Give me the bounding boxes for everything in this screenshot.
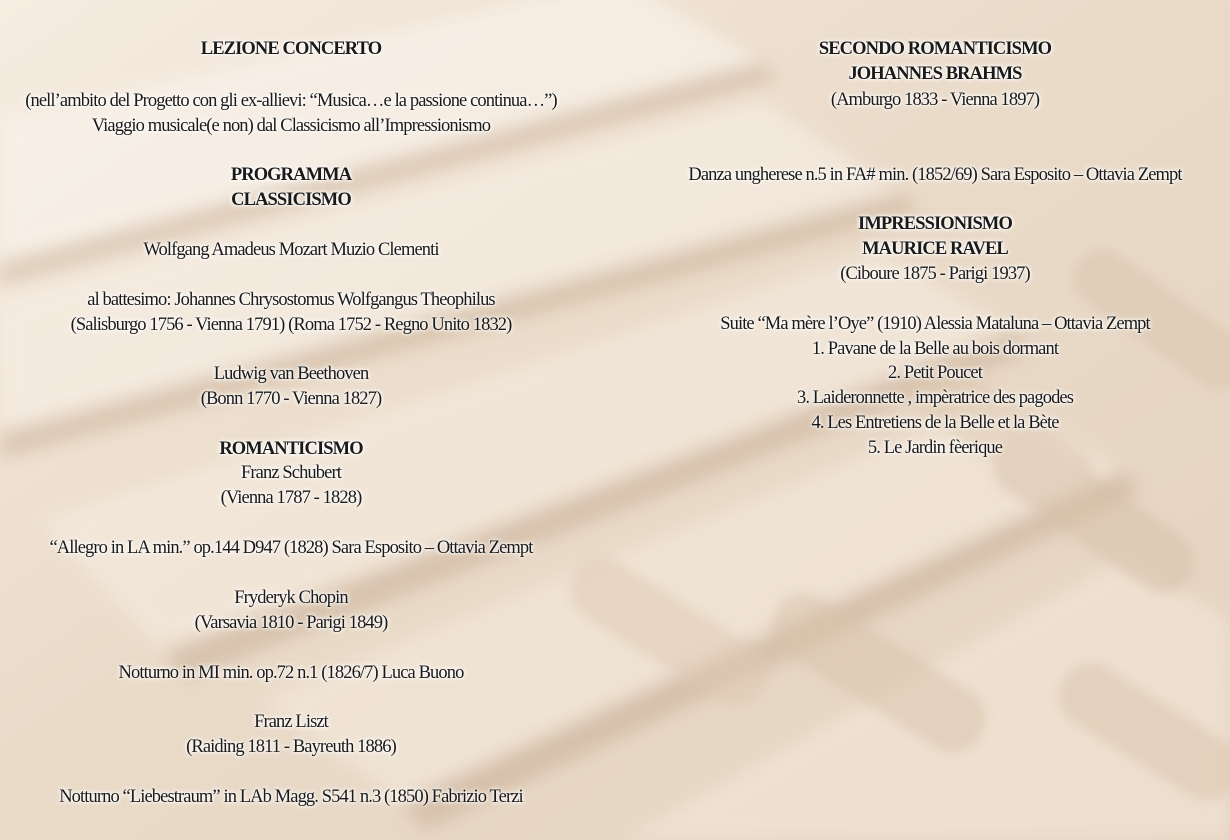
chopin-name: Fryderyk Chopin (234, 588, 348, 608)
beethoven-dates: (Bonn 1770 - Vienna 1827) (200, 389, 382, 409)
movement-item: 4. Les Entretiens de la Belle et la Bète (811, 413, 1059, 433)
concert-subtitle: Viaggio musicale(e non) dal Classicismo all’Impressionismo (91, 116, 491, 136)
movement-item: 5. Le Jardin fèerique (867, 438, 1003, 458)
movement-item: 1. Pavane de la Belle au bois dormant (811, 339, 1059, 359)
liszt-dates: (Raiding 1811 - Bayreuth 1886) (186, 737, 396, 757)
liszt-piece: Notturno “Liebestraum” in LAb Magg. S541 n.3 (1850) Fabrizio Terzi (59, 787, 523, 807)
ravel-piece: Suite “Ma mère l’Oye” (1910) Alessia Mataluna – Ottavia Zempt (720, 314, 1150, 334)
ravel-dates: (Ciboure 1875 - Parigi 1937) (840, 264, 1030, 284)
movement-item: 2. Petit Poucet (888, 363, 982, 383)
baptism-line: al battesimo: Johannes Chrysostomus Wolfgangus Theophilus (87, 290, 495, 310)
beethoven-name: Ludwig van Beethoven (213, 364, 369, 384)
brahms-name: JOHANNES BRAHMS (848, 64, 1022, 84)
composers-classic: Wolfgang Amadeus Mozart Muzio Clementi (143, 240, 439, 260)
classicismo-heading: CLASSICISMO (231, 190, 351, 210)
chopin-dates: (Varsavia 1810 - Parigi 1849) (194, 613, 388, 633)
ravel-name: MAURICE RAVEL (862, 239, 1008, 259)
schubert-dates: (Vienna 1787 - 1828) (220, 488, 362, 508)
programma-heading: PROGRAMMA (230, 165, 352, 185)
liszt-name: Franz Liszt (254, 712, 328, 732)
brahms-dates: (Amburgo 1833 - Vienna 1897) (830, 90, 1040, 110)
impressionismo-heading: IMPRESSIONISMO (858, 214, 1012, 234)
project-line: (nell’ambito del Progetto con gli ex-allievi: “Musica…e la passione continua…”) (25, 91, 557, 111)
classic-dates: (Salisburgo 1756 - Vienna 1791) (Roma 1752 - Regno Unito 1832) (70, 315, 512, 335)
secondo-romanticismo-heading: SECONDO ROMANTICISMO (818, 39, 1052, 59)
chopin-piece: Notturno in MI min. op.72 n.1 (1826/7) Luca Buono (118, 663, 464, 683)
schubert-name: Franz Schubert (241, 463, 341, 483)
schubert-piece: “Allegro in LA min.” op.144 D947 (1828) Sara Esposito – Ottavia Zempt (49, 538, 533, 558)
movement-item: 3. Laideronnette , impèratrice des pagodes (796, 388, 1074, 408)
romanticismo-heading: ROMANTICISMO (219, 439, 363, 459)
concert-title: LEZIONE CONCERTO (200, 39, 382, 59)
brahms-piece: Danza ungherese n.5 in FA# min. (1852/69) Sara Esposito – Ottavia Zempt (688, 165, 1182, 185)
